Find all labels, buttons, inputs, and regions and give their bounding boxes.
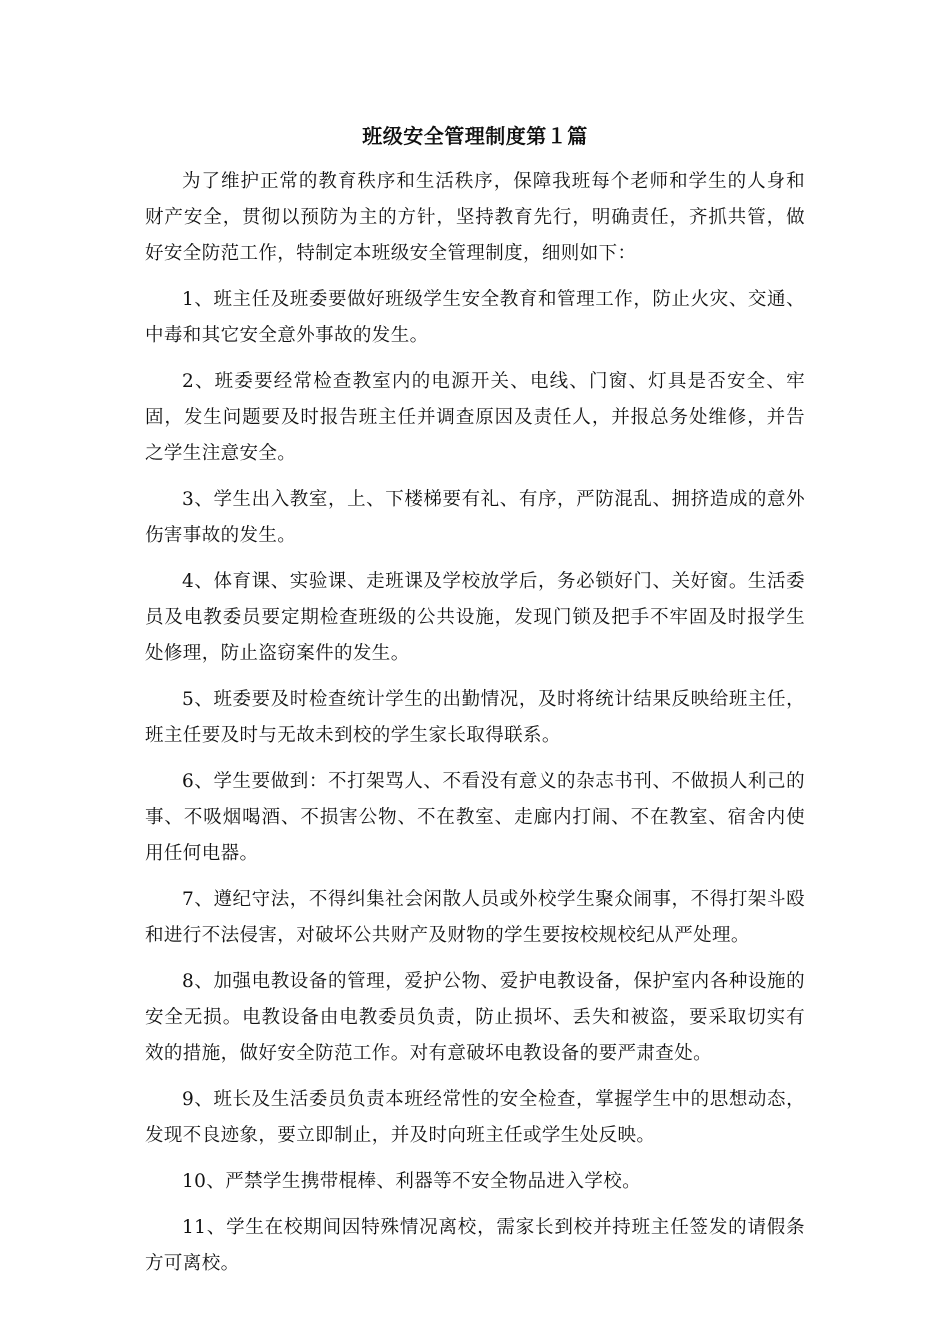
rule-paragraph-5: 5、班委要及时检查统计学生的出勤情况，及时将统计结果反映给班主任，班主任要及时与无故未到校的学生家长取得联系。	[145, 689, 805, 746]
rule-paragraph-1: 1、班主任及班委要做好班级学生安全教育和管理工作，防止火灾、交通、中毒和其它安全意外事故的发生。	[145, 289, 805, 346]
rule-paragraph-3: 3、学生出入教室，上、下楼梯要有礼、有序，严防混乱、拥挤造成的意外伤害事故的发生。	[145, 489, 805, 546]
rule-paragraph-10: 10、严禁学生携带棍棒、利器等不安全物品进入学校。	[182, 1171, 642, 1192]
rule-paragraph-6: 6、学生要做到：不打架骂人、不看没有意义的杂志书刊、不做损人利己的事、不吸烟喝酒、不损害公物、不在教室、走廊内打闹、不在教室、宿舍内使用任何电器。	[145, 771, 805, 864]
rule-paragraph-11: 11、学生在校期间因特殊情况离校，需家长到校并持班主任签发的请假条方可离校。	[145, 1217, 805, 1274]
rule-paragraph-8: 8、加强电教设备的管理，爱护公物、爱护电教设备，保护室内各种设施的安全无损。电教设备由电教委员负责，防止损坏、丢失和被盗，要采取切实有效的措施，做好安全防范工作。对有意破坏电教设备的要严肃查处。	[145, 971, 805, 1064]
document-title: 班级安全管理制度第１篇	[362, 124, 588, 148]
rule-paragraph-2: 2、班委要经常检查教室内的电源开关、电线、门窗、灯具是否安全、牢固，发生问题要及时报告班主任并调查原因及责任人，并报总务处维修，并告之学生注意安全。	[145, 371, 805, 464]
rule-paragraph-4: 4、体育课、实验课、走班课及学校放学后，务必锁好门、关好窗。生活委员及电教委员要定期检查班级的公共设施，发现门锁及把手不牢固及时报学生处修理，防止盗窃案件的发生。	[145, 571, 805, 664]
intro-paragraph: 为了维护正常的教育秩序和生活秩序，保障我班每个老师和学生的人身和财产安全，贯彻以预防为主的方针，坚持教育先行，明确责任，齐抓共管，做好安全防范工作，特制定本班级安全管理制度，细则如下：	[145, 171, 805, 264]
rule-paragraph-7: 7、遵纪守法，不得纠集社会闲散人员或外校学生聚众闹事，不得打架斗殴和进行不法侵害，对破坏公共财产及财物的学生要按校规校纪从严处理。	[145, 889, 805, 946]
rule-paragraph-9: 9、班长及生活委员负责本班经常性的安全检查，掌握学生中的思想动态，发现不良迹象，要立即制止，并及时向班主任或学生处反映。	[145, 1089, 805, 1146]
document-body	[145, 164, 805, 1292]
